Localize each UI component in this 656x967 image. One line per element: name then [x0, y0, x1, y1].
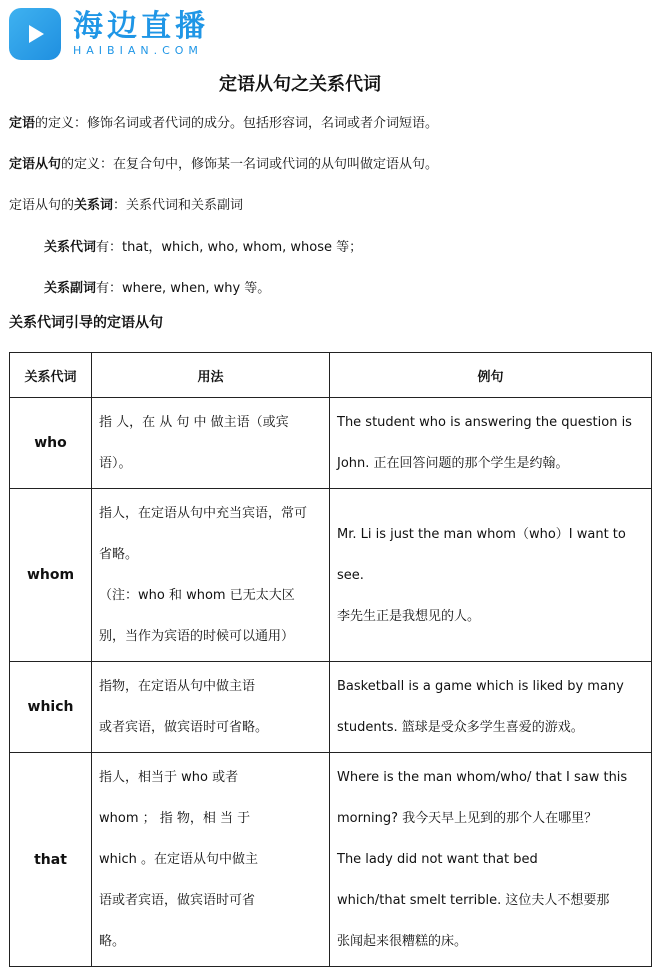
table-row	[10, 398, 652, 489]
usage-cell: 指人，在定语从句中充当宾语，常可 省略。 （注：who 和 whom 已无太大区 别，当作为宾语的时候可以通用）	[92, 489, 330, 662]
header-example: 例句	[330, 353, 652, 398]
pronoun-cell: whom	[10, 489, 92, 662]
definition-attributive-clause: 定语从句的定义：在复合句中，修饰某一名词或代词的从句叫做定语从句。	[9, 157, 439, 172]
table-row	[10, 489, 652, 662]
usage-cell: 指 人，在 从 句 中 做主语（或宾 语）。	[92, 398, 330, 489]
example-cell: The student who is answering the question is John. 正在回答问题的那个学生是约翰。	[330, 398, 652, 489]
relative-pronouns-line: 关系代词有：that，which, who, whom, whose 等；	[44, 240, 363, 255]
pronoun-cell: who	[10, 398, 92, 489]
relative-words-line: 定语从句的关系词：关系代词和关系副词	[9, 198, 244, 213]
example-cell: Where is the man whom/who/ that I saw this morning? 我今天早上见到的那个人在哪里？ The lady did not want that bed which/that smelt terrible. 这位夫人不想要那 张闻起来很糟糕的床。	[330, 753, 652, 967]
brand-name-en: HAIBIAN.COM	[73, 44, 203, 57]
brand-logo	[9, 8, 209, 60]
table-row	[10, 753, 652, 967]
table-row	[10, 662, 652, 753]
play-icon	[9, 8, 61, 60]
relative-pronoun-table	[9, 352, 652, 967]
definition-attributive: 定语的定义：修饰名词或者代词的成分。包括形容词，名词或者介词短语。	[9, 116, 439, 131]
relative-adverbs-line: 关系副词有：where, when, why 等。	[44, 281, 271, 296]
header-pronoun: 关系代词	[10, 353, 92, 398]
example-cell: Mr. Li is just the man whom（who）I want to see. 李先生正是我想见的人。	[330, 489, 652, 662]
pronoun-cell: which	[10, 662, 92, 753]
table-header-row	[10, 353, 652, 398]
usage-cell: 指物，在定语从句中做主语 或者宾语，做宾语时可省略。	[92, 662, 330, 753]
section-title: 关系代词引导的定语从句	[9, 315, 163, 331]
example-cell: Basketball is a game which is liked by many students. 篮球是受众多学生喜爱的游戏。	[330, 662, 652, 753]
pronoun-cell: that	[10, 753, 92, 967]
usage-cell: 指人，相当于 who 或者 whom ； 指 物，相 当 于 which 。在定语从句中做主 语或者宾语，做宾语时可省 略。	[92, 753, 330, 967]
page-title: 定语从句之关系代词	[219, 74, 381, 95]
header-usage: 用法	[92, 353, 330, 398]
brand-name-cn: 海边直播	[73, 9, 209, 44]
